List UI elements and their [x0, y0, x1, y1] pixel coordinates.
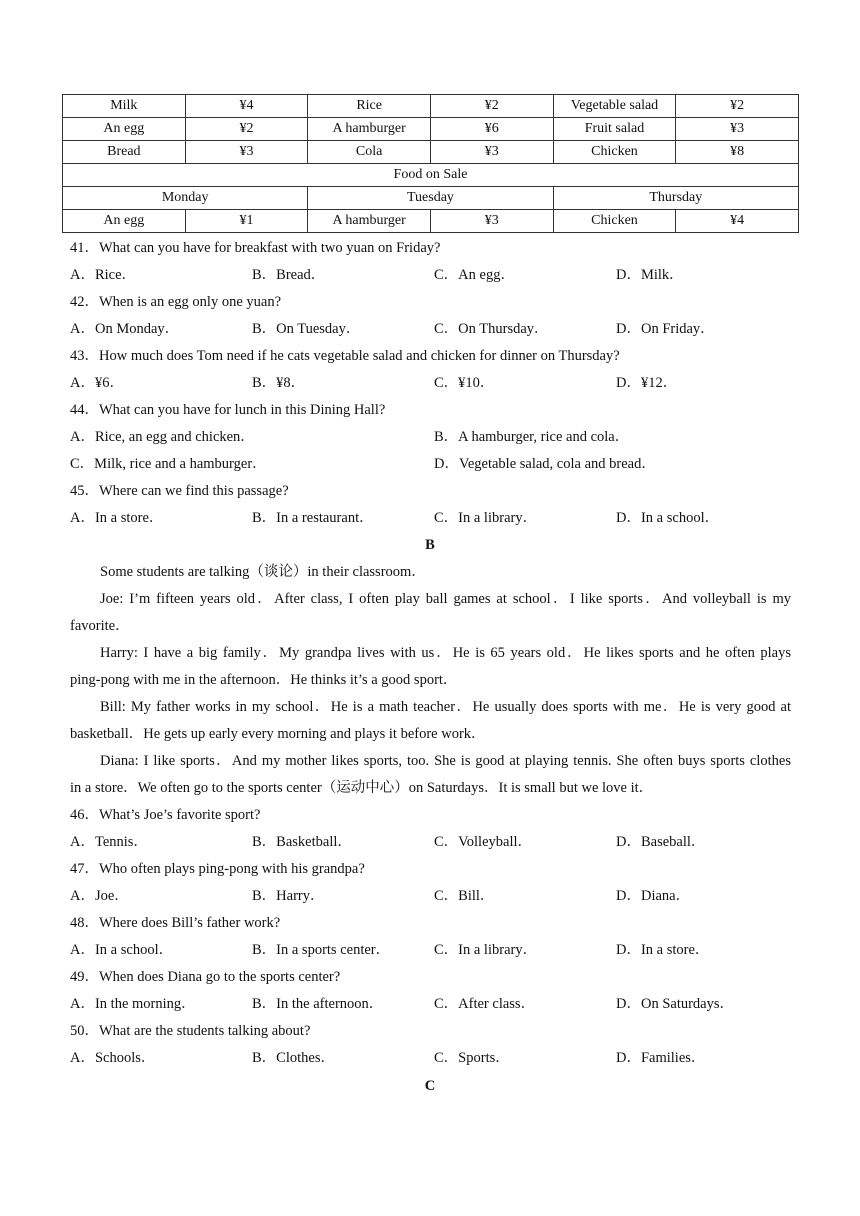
- option-b: B．A hamburger, rice and cola．: [434, 429, 630, 445]
- option-a: A．Joe．: [70, 888, 129, 904]
- option-a: A．Tennis．: [70, 834, 148, 850]
- table-row: [63, 210, 799, 233]
- option-a: A．In a school．: [70, 942, 174, 958]
- table-cell: ¥3: [676, 118, 799, 141]
- option-c: C．An egg．: [434, 267, 515, 283]
- option-c: C．In a library．: [434, 942, 538, 958]
- table-cell: ¥3: [185, 141, 308, 164]
- paragraph-bill: [70, 694, 791, 721]
- table-row: [63, 164, 799, 187]
- paragraph-harry-cont: [70, 667, 791, 694]
- option-a: A．In the morning．: [70, 996, 196, 1012]
- table-cell: ¥2: [430, 95, 553, 118]
- option-a: A．On Monday．: [70, 321, 180, 337]
- option-d: D．In a store．: [616, 942, 710, 958]
- table-cell: Chicken: [553, 141, 676, 164]
- option-b: B．In a restaurant．: [252, 510, 374, 526]
- option-d: D．Diana．: [616, 888, 691, 904]
- option-c: C．After class．: [434, 996, 536, 1012]
- question-43: 43．How much does Tom need if he cats vegetable salad and chicken for dinner on Thursday?: [70, 348, 620, 364]
- option-c: C．Bill．: [434, 888, 495, 904]
- table-cell: ¥4: [185, 95, 308, 118]
- question-47: 47．Who often plays ping-pong with his grandpa?: [70, 861, 365, 877]
- day-cell: Tuesday: [308, 187, 553, 210]
- option-b: B．On Tuesday．: [252, 321, 361, 337]
- table-cell: Cola: [308, 141, 431, 164]
- day-cell: Thursday: [553, 187, 798, 210]
- paragraph-joe-cont: [70, 613, 791, 640]
- question-42: 42．When is an egg only one yuan?: [70, 294, 282, 310]
- table-row: [63, 187, 799, 210]
- question-50: 50．What are the students talking about?: [70, 1023, 311, 1039]
- table-row: [63, 118, 799, 141]
- option-a: A．Rice, an egg and chicken．: [70, 429, 255, 445]
- option-a: A．Schools．: [70, 1050, 156, 1066]
- option-a: A．In a store．: [70, 510, 164, 526]
- option-a: A．¥6．: [70, 375, 124, 391]
- paragraph-line: favorite．: [70, 618, 130, 634]
- paragraph-line: Joe: I’m fifteen years old．After class, I often play ball games at school．I like sports．And volleyball is my: [100, 591, 791, 607]
- section-heading-c: C: [424, 1078, 436, 1094]
- option-b: B．In a sports center．: [252, 942, 391, 958]
- option-b: B．¥8．: [252, 375, 306, 391]
- question-46: 46．What’s Joe’s favorite sport?: [70, 807, 261, 823]
- option-c: C．¥10．: [434, 375, 495, 391]
- option-b: B．Basketball．: [252, 834, 352, 850]
- option-c: C．Sports．: [434, 1050, 510, 1066]
- option-c: C．In a library．: [434, 510, 538, 526]
- table-cell: A hamburger: [308, 210, 431, 233]
- paragraph-line: Bill: My father works in my school．He is a math teacher．He usually does sports with me．He is very good at: [100, 699, 791, 715]
- table-cell: Fruit salad: [553, 118, 676, 141]
- table-cell: Vegetable salad: [553, 95, 676, 118]
- table-cell: Rice: [308, 95, 431, 118]
- paragraph-diana: [70, 748, 791, 775]
- paragraph-line: ping-pong with me in the afternoon．He thinks it’s a good sport．: [70, 672, 458, 688]
- paragraph-bill-cont: [70, 721, 791, 748]
- table-cell: ¥8: [676, 141, 799, 164]
- option-d: D．Milk．: [616, 267, 684, 283]
- table-cell: Chicken: [553, 210, 676, 233]
- paragraph-harry: [70, 640, 791, 667]
- option-d: D．Vegetable salad, cola and bread．: [434, 456, 656, 472]
- option-d: D．Families．: [616, 1050, 706, 1066]
- question-45: 45．Where can we find this passage?: [70, 483, 289, 499]
- option-b: B．In the afternoon．: [252, 996, 384, 1012]
- table-cell: ¥4: [676, 210, 799, 233]
- option-d: D．Baseball．: [616, 834, 706, 850]
- table-cell: ¥3: [430, 210, 553, 233]
- table-cell: An egg: [63, 210, 186, 233]
- table-cell: An egg: [63, 118, 186, 141]
- paragraph-joe: [70, 586, 791, 613]
- option-c: C．Milk, rice and a hamburger．: [70, 456, 267, 472]
- table-cell: ¥1: [185, 210, 308, 233]
- option-d: D．¥12．: [616, 375, 678, 391]
- table-cell: A hamburger: [308, 118, 431, 141]
- question-49: 49．When does Diana go to the sports center?: [70, 969, 341, 985]
- question-48: 48．Where does Bill’s father work?: [70, 915, 281, 931]
- option-d: D．On Saturdays．: [616, 996, 735, 1012]
- table-row: [63, 141, 799, 164]
- paragraph-line: Diana: I like sports．And my mother likes sports, too. She is good at playing tennis. She often buys sports clothes: [100, 753, 791, 769]
- table-cell: Milk: [63, 95, 186, 118]
- question-44: 44．What can you have for lunch in this Dining Hall?: [70, 402, 386, 418]
- food-price-table: [62, 94, 799, 233]
- sale-title-cell: Food on Sale: [63, 164, 799, 187]
- paragraph-diana-cont: [70, 775, 791, 802]
- option-c: C．On Thursday．: [434, 321, 549, 337]
- section-heading-b: B: [425, 537, 435, 553]
- option-d: D．On Friday．: [616, 321, 715, 337]
- option-b: B．Harry．: [252, 888, 325, 904]
- table-row: [63, 95, 799, 118]
- paragraph-line: in a store．We often go to the sports center（运动中心）on Saturdays．It is small but we love it．: [70, 780, 654, 796]
- option-d: D．In a school．: [616, 510, 720, 526]
- paragraph-line: basketball．He gets up early every morning and plays it before work．: [70, 726, 486, 742]
- option-a: A．Rice．: [70, 267, 137, 283]
- paragraph-line: Harry: I have a big family．My grandpa lives with us．He is 65 years old．He likes sports and he often plays: [100, 645, 791, 661]
- day-cell: Monday: [63, 187, 308, 210]
- table-cell: Bread: [63, 141, 186, 164]
- option-b: B．Clothes．: [252, 1050, 335, 1066]
- table-cell: ¥6: [430, 118, 553, 141]
- option-c: C．Volleyball．: [434, 834, 533, 850]
- passage-intro: Some students are talking（谈论）in their classroom．: [100, 564, 426, 580]
- table-cell: ¥2: [676, 95, 799, 118]
- question-41: 41．What can you have for breakfast with two yuan on Friday?: [70, 240, 441, 256]
- option-b: B．Bread．: [252, 267, 326, 283]
- table-cell: ¥2: [185, 118, 308, 141]
- table-cell: ¥3: [430, 141, 553, 164]
